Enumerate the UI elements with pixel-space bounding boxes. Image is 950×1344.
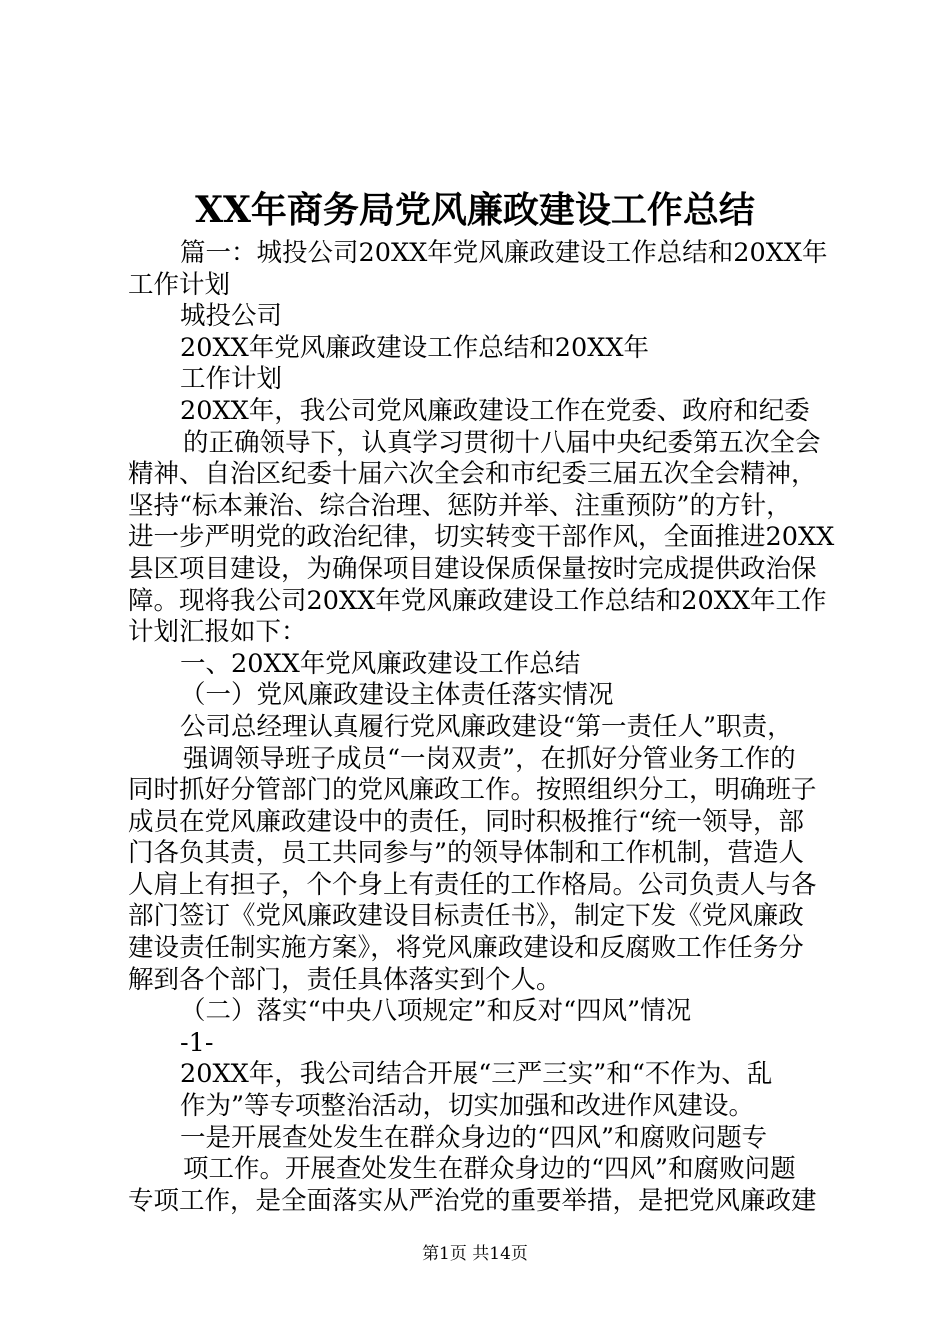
body-line: 作为”等专项整治活动，切实加强和改进作风建设。 [180, 1091, 755, 1122]
page-marker: -1- [180, 1027, 214, 1058]
body-line: 障。现将我公司20XX年党风廉政建设工作总结和20XX年工作 [128, 585, 827, 616]
body-line: 项工作。开展查处发生在群众身边的“四风”和腐败问题 [183, 1154, 796, 1185]
body-line: 进一步严明党的政治纪律，切实转变干部作风，全面推进20XX [128, 522, 835, 553]
document-body [128, 238, 838, 1217]
body-line: 一是开展查处发生在群众身边的“四风”和腐败问题专 [180, 1122, 768, 1153]
body-line: 强调领导班子成员“一岗双责”，在抓好分管业务工作的 [183, 743, 796, 774]
body-line: 工作计划 [180, 364, 283, 395]
body-line: （二）落实“中央八项规定”和反对“四风”情况 [180, 996, 692, 1027]
body-line: 同时抓好分管部门的党风廉政工作。按照组织分工，明确班子 [128, 775, 817, 806]
body-line: 20XX年党风廉政建设工作总结和20XX年 [180, 332, 650, 363]
body-line: 一、20XX年党风廉政建设工作总结 [180, 648, 581, 679]
body-line: 坚持“标本兼治、综合治理、惩防并举、注重预防”的方针， [128, 490, 792, 521]
body-line: 解到各个部门，责任具体落实到个人。 [128, 964, 562, 995]
body-line: （一）党风廉政建设主体责任落实情况 [180, 680, 614, 711]
body-line: 门各负其责，员工共同参与”的领导体制和工作机制，营造人 [128, 838, 805, 869]
body-line: 人肩上有担子，个个身上有责任的工作格局。公司负责人与各 [128, 869, 817, 900]
body-line: 成员在党风廉政建设中的责任，同时积极推行“统一领导，部 [128, 806, 805, 837]
body-line: 计划汇报如下： [128, 617, 307, 648]
document-title: XX年商务局党风廉政建设工作总结 [195, 189, 755, 231]
body-line: 公司总经理认真履行党风廉政建设“第一责任人”职责， [180, 711, 793, 742]
body-line: 县区项目建设，为确保项目建设保质保量按时完成提供政治保 [128, 553, 817, 584]
body-line: 20XX年，我公司结合开展“三严三实”和“不作为、乱 [180, 1059, 773, 1090]
body-line: 部门签订《党风廉政建设目标责任书》，制定下发《党风廉政 [128, 901, 804, 932]
body-line: 篇一：城投公司20XX年党风廉政建设工作总结和20XX年 [180, 238, 828, 268]
body-line: 工作计划 [128, 269, 231, 300]
body-line: 的正确领导下，认真学习贯彻十八届中央纪委第五次全会 [183, 427, 821, 458]
page-footer: 第1页 共14页 [422, 1244, 528, 1264]
body-line: 城投公司 [180, 301, 283, 332]
body-line: 精神、自治区纪委十届六次全会和市纪委三届五次全会精神， [128, 459, 817, 490]
body-line: 20XX年，我公司党风廉政建设工作在党委、政府和纪委 [180, 395, 810, 426]
body-line: 建设责任制实施方案》，将党风廉政建设和反腐败工作任务分 [128, 933, 804, 964]
body-line: 专项工作，是全面落实从严治党的重要举措，是把党风廉政建 [128, 1185, 817, 1216]
